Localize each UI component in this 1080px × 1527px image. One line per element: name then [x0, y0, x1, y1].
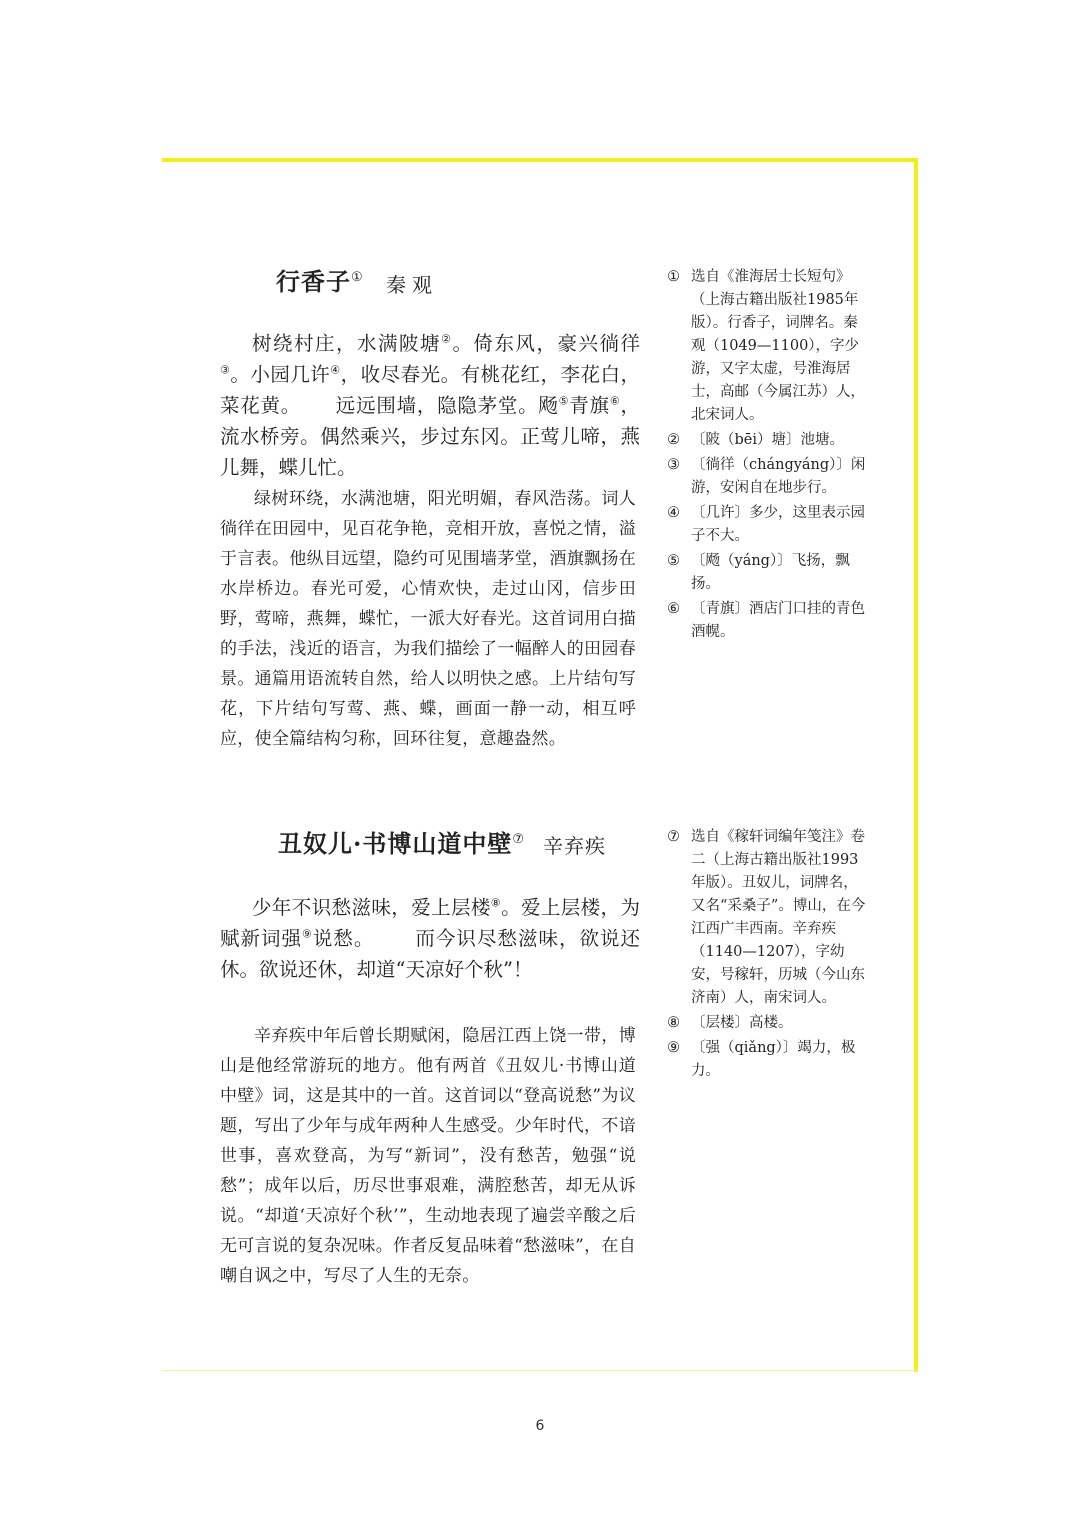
poem-text: ，收尽春光。有桃花红，李花白，菜花黄。: [220, 363, 640, 417]
poem-text: 。爱上层楼，为赋新词强: [220, 896, 640, 950]
section2-commentary-text: 辛弃疾中年后曾长期赋闲，隐居江西上饶一带，博山是他经常游玩的地方。他有两首《丑奴儿·书博山道中壁》词，这是其中的一首。这首词以“登高说愁”为议题，写出了少年与成年两种人生感受。少年时代，不谙世事，喜欢登高，为写“新词”，没有愁苦，勉强“说愁”；成年以后，历尽世事艰难，满腔愁苦，却无从诉说。“却道‘天凉好个秋’”，生动地表现了遍尝辛酸之后无可言说的复杂况味。作者反复品味着“愁滋味”，在自嘲自讽之中，写尽了人生的无奈。: [220, 1026, 636, 1286]
section2-title: [278, 824, 525, 859]
note-mark: ②: [441, 332, 453, 346]
note-number: ③: [667, 457, 680, 473]
note-text: 〔飏（yáng）〕飞扬，飘扬。: [691, 553, 850, 592]
section2-poem: [220, 892, 640, 985]
frame-right-border: [914, 158, 918, 1372]
note-mark: ⑤: [558, 394, 570, 408]
poem-text: 少年不识愁滋味，爱上层楼: [252, 896, 491, 919]
note-item: [667, 266, 867, 427]
section1-title: [276, 262, 364, 297]
note-number: ⑨: [667, 1040, 680, 1056]
section1-title-note-mark: ①: [351, 270, 364, 285]
poem-text: 远远围墙，隐隐茅堂。飏: [335, 394, 559, 417]
note-text: 〔陂（bēi）塘〕池塘。: [691, 432, 844, 448]
section2-notes: [667, 826, 867, 1085]
section2-poem-stanza: [220, 892, 640, 985]
section1-notes: [667, 266, 867, 646]
note-text: 〔几许〕多少，这里表示园子不大。: [691, 505, 865, 544]
note-item: [667, 598, 867, 644]
section2-title-text: 丑奴儿·书博山道中壁: [278, 829, 513, 858]
note-item: [667, 550, 867, 596]
frame-top-border: [162, 158, 918, 162]
note-number: ⑤: [667, 553, 680, 569]
note-text: 〔强（qiǎng）〕竭力，极力。: [691, 1040, 856, 1079]
note-number: ④: [667, 505, 680, 521]
section2-title-note-mark: ⑦: [512, 832, 526, 847]
note-number: ⑧: [667, 1015, 680, 1031]
note-item: [667, 502, 867, 548]
note-mark: ⑧: [490, 896, 502, 910]
note-mark: ⑥: [609, 394, 621, 408]
note-text: 〔层楼〕高楼。: [691, 1015, 793, 1031]
section1-commentary-text: 绿树环绕，水满池塘，阳光明媚，春风浩荡。词人徜徉在田园中，见百花争艳，竞相开放，喜悦之情，溢于言表。他纵目远望，隐约可见围墙茅堂，酒旗飘扬在水岸桥边。春光可爱，心情欢快，走过山冈，信步田野，莺啼，燕舞，蝶忙，一派大好春光。这首词用白描的手法，浅近的语言，为我们描绘了一幅醉人的田园春景。通篇用语流转自然，给人以明快之感。上片结句写花，下片结句写莺、燕、蝶，画面一静一动，相互呼应，使全篇结构匀称，回环往复，意趣盎然。: [220, 489, 636, 749]
section1-commentary: [220, 484, 636, 754]
note-number: ②: [667, 432, 680, 448]
poem-text: 而今识尽愁滋味，欲说还休。欲说还休，却道“天凉好个秋”！: [220, 927, 640, 981]
section1-poem: [220, 328, 640, 483]
note-number: ⑦: [667, 829, 680, 845]
section1-poem-stanza-1: [220, 328, 640, 483]
section1-title-text: 行香子: [276, 267, 351, 296]
note-item: [667, 1037, 867, 1083]
section2-commentary: [220, 1021, 636, 1291]
note-item: [667, 1012, 867, 1035]
section1-author: 秦观: [386, 273, 438, 297]
note-item: [667, 429, 867, 452]
note-number: ①: [667, 269, 680, 285]
note-text: 〔青旗〕酒店门口挂的青色酒幌。: [691, 601, 865, 640]
note-item: [667, 454, 867, 500]
note-text: 〔徜徉（chángyáng）〕闲游，安闲自在地步行。: [691, 457, 866, 496]
note-mark: ④: [330, 363, 341, 377]
poem-text: 青旗: [569, 394, 610, 417]
frame-bottom-border: [162, 1370, 918, 1371]
note-text: 选自《稼轩词编年笺注》卷二（上海古籍出版社1993年版）。丑奴儿，词牌名，又名“采桑子”。博山，在今江西广丰西南。辛弃疾（1140—1207），字幼安，号稼轩，历城（今山东济南）人，南宋词人。: [691, 829, 866, 1006]
note-mark: ③: [220, 363, 231, 377]
page-number: 6: [535, 1418, 545, 1434]
poem-text: 树绕村庄，水满陂塘: [252, 332, 442, 355]
poem-text: ，流水桥旁。偶然乘兴，步过东冈。正莺儿啼，燕儿舞，蝶儿忙。: [220, 394, 640, 479]
poem-text: 说愁。: [312, 927, 375, 950]
note-number: ⑥: [667, 601, 680, 617]
note-mark: ⑨: [302, 927, 313, 941]
section2-author: 辛弃疾: [543, 834, 606, 858]
poem-text: 。倚东风，豪兴徜徉: [452, 332, 640, 355]
poem-text: 。小园几许: [230, 363, 331, 386]
note-item: [667, 826, 867, 1010]
note-text: 选自《淮海居士长短句》（上海古籍出版社1985年版）。行香子，词牌名。秦观（1049—1100），字少游，又字太虚，号淮海居士，高邮（今属江苏）人，北宋词人。: [691, 269, 865, 423]
